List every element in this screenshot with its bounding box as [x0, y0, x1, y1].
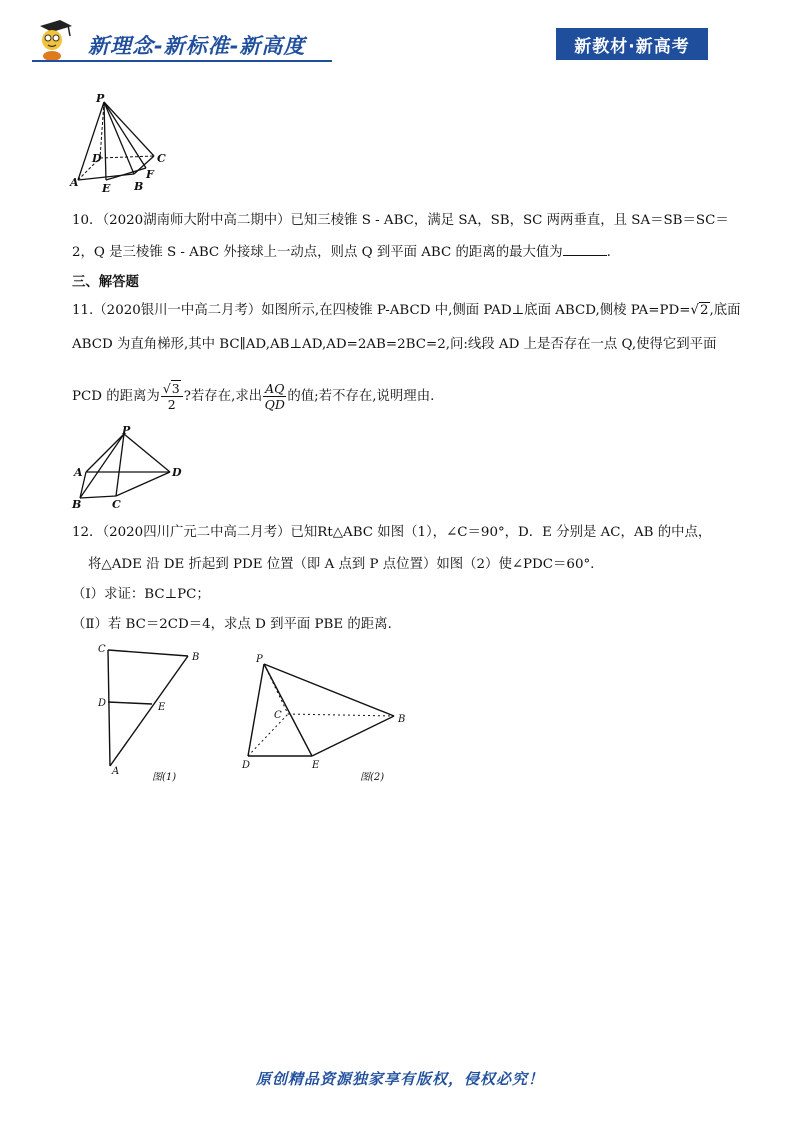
frac1-num: 3	[171, 381, 180, 396]
section-title: 三、解答题	[72, 274, 139, 290]
fraction-aq-over-qd	[263, 381, 286, 412]
header-badge: 新教材·新高考	[556, 28, 708, 60]
label-E: E	[102, 182, 111, 194]
pyramid-figure-top	[66, 92, 176, 194]
label-D: D	[98, 698, 107, 709]
footer-copyright: 原创精品资源独家享有版权，侵权必究！	[255, 1070, 544, 1088]
header-slogan: 新理念-新标准-新高度	[88, 34, 306, 58]
q11-line1: 11.（2020银川一中高二月考）如图所示,在四棱锥 P-ABCD 中,侧面 PAD⊥底面 ABCD,侧棱 PA=PD=√2,底面	[72, 303, 741, 318]
q12-line1: 12．（2020四川广元二中高二月考）已知Rt△ABC 如图（1），∠C＝90°，D．E 分别是 AC，AB 的中点，	[72, 525, 712, 540]
q11-text3c: 的值;若不存在,说明理由.	[287, 389, 435, 404]
header-divider	[32, 60, 332, 62]
triangle-figure-1	[92, 642, 212, 782]
label-B: B	[72, 498, 82, 510]
q10-number: 10．	[72, 213, 103, 228]
q11-sqrt: 2	[699, 303, 709, 318]
label-E: E	[158, 702, 166, 713]
q11-text3a: PCD 的距离为	[72, 389, 160, 404]
q12-part2: （Ⅱ）若 BC＝2CD＝4，求点 D 到平面 PBE 的距离．	[72, 617, 401, 632]
frac2-num: AQ	[265, 381, 285, 396]
label-D: D	[92, 152, 102, 165]
label-D: D	[172, 466, 182, 479]
tetrahedron-figure-2	[236, 650, 416, 782]
label-P: P	[256, 654, 263, 665]
q10-text2-end: .	[606, 245, 611, 260]
logo-mascot	[30, 18, 76, 62]
label-A: A	[112, 766, 120, 777]
label-F: F	[146, 168, 154, 181]
label-P: P	[122, 424, 131, 437]
q12-line2: 将△ADE 沿 DE 折起到 PDE 位置（即 A 点到 P 点位置）如图（2）使∠PDC＝60°.	[88, 557, 595, 572]
label-A: A	[70, 176, 79, 189]
frac1-den: 2	[167, 397, 176, 412]
q10-line2	[72, 243, 611, 262]
fig1-caption: 图(1)	[152, 772, 177, 782]
label-D: D	[242, 760, 251, 771]
label-C: C	[98, 644, 106, 655]
fraction-sqrt3-over-2: $\frac{√3}{2}$	[161, 381, 183, 412]
q11-line2: ABCD 为直角梯形,其中 BC∥AD,AB⊥AD,AD=2AB=2BC=2,问:线段 AD 上是否存在一点 Q,使得它到平面	[72, 337, 717, 352]
q10-text1: （2020湖南师大附中高二期中）已知三棱锥 S - ABC，满足 SA，SB，SC 两两垂直，且 SA＝SB＝SC＝	[102, 213, 729, 228]
q11-line3	[72, 380, 434, 414]
q10-text2: 2，Q 是三棱锥 S - ABC 外接球上一动点，则点 Q 到平面 ABC 的距离的最大值为	[72, 245, 563, 260]
label-A: A	[74, 466, 83, 479]
frac2-den: QD	[264, 397, 285, 412]
fig2-caption: 图(2)	[360, 772, 385, 782]
label-B: B	[398, 714, 406, 725]
q11-text1-end: ,底面	[709, 303, 741, 318]
label-B: B	[192, 652, 200, 663]
pyramid-figure-q11	[66, 424, 186, 510]
q12-part1: （Ⅰ）求证：BC⊥PC；	[72, 587, 210, 602]
label-C: C	[112, 498, 121, 510]
label-C: C	[274, 710, 282, 721]
label-C: C	[157, 152, 166, 165]
q11-text1: 11.（2020银川一中高二月考）如图所示,在四棱锥 P-ABCD 中,侧面 PAD⊥底面 ABCD,侧棱 PA=PD=	[72, 303, 691, 318]
q11-text3b: ?若存在,求出	[183, 389, 263, 404]
label-P: P	[96, 92, 105, 105]
label-E: E	[312, 760, 320, 771]
answer-blank	[563, 243, 607, 256]
label-B: B	[134, 180, 144, 193]
q10-line1	[72, 212, 729, 230]
